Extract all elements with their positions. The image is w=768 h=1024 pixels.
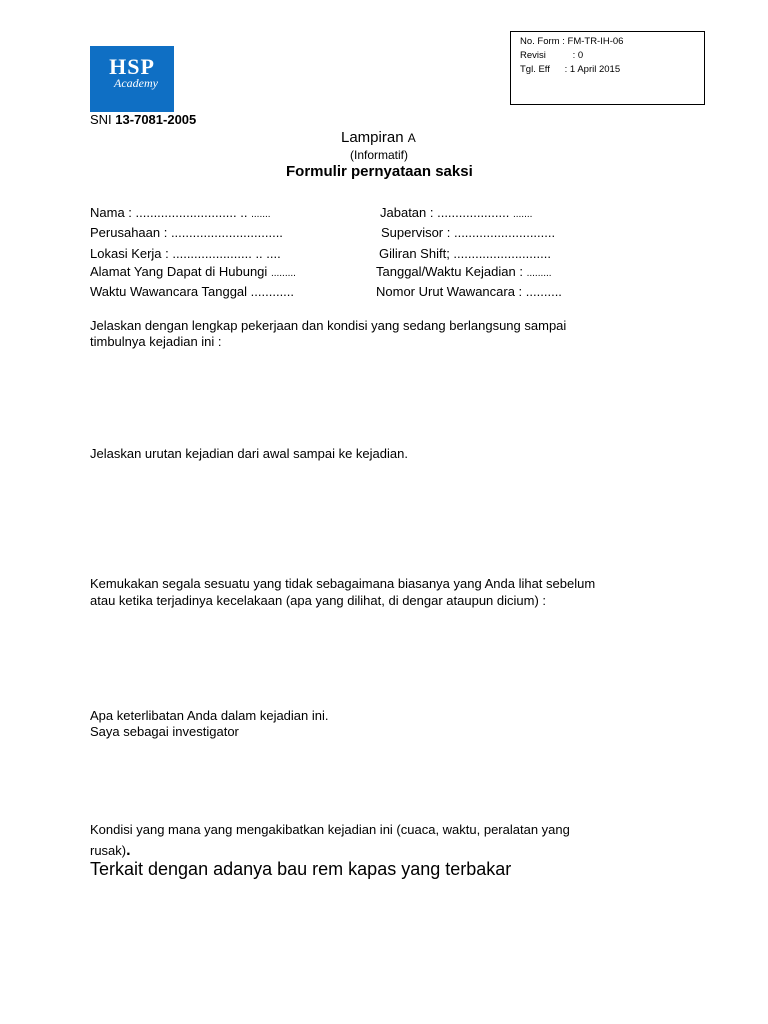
logo-text: HSP [109,54,155,79]
question-5-text: rusak) [90,843,127,858]
form-number-label: No. Form : [520,36,565,47]
informatif-label: (Informatif) [350,148,409,162]
perusahaan-field: Perusahaan : ............................... [90,225,283,240]
hsp-academy-logo [90,46,174,112]
lampiran-label: Lampiran [341,129,404,146]
nama-text: Nama : ............................ .. [90,205,248,220]
nama-dots: ....... [251,209,271,220]
nomor-text: Nomor Urut Wawancara : [376,284,523,299]
sni-prefix: SNI [90,112,112,127]
tanggal-dots: ......... [526,268,552,279]
lampiran-heading [341,129,416,146]
jabatan-text: Jabatan : .................... [380,205,510,220]
lampiran-letter: A [407,131,416,145]
sni-code: 13-7081-2005 [115,112,197,127]
giliran-shift-field: Giliran Shift; ........................... [379,246,551,261]
question-1-line-2: timbulnya kejadian ini : [90,334,222,349]
tgl-eff-row [520,63,620,77]
alamat-field [90,264,296,279]
waktu-text: Waktu Wawancara Tanggal [90,284,248,299]
question-3-line-1: Kemukakan segala sesuatu yang tidak sebagaimana biasanya yang Anda lihat sebelum [90,576,596,591]
revisi-label: Revisi [520,50,546,61]
form-info-box [510,31,705,105]
nama-field [90,205,271,220]
form-title: Formulir pernyataan saksi [286,163,473,180]
tanggal-waktu-field [376,264,552,279]
logo-subtext: Academy [114,76,158,90]
jabatan-field [380,205,532,220]
question-2: Jelaskan urutan kejadian dari awal sampai ke kejadian. [90,446,408,461]
question-5-line-2 [90,842,131,860]
jabatan-dots: ....... [512,209,533,220]
waktu-wawancara-field [90,284,294,299]
nomor-urut-field [376,284,562,299]
revisi-value: : 0 [572,50,584,61]
form-number-value: FM-TR-IH-06 [567,36,624,47]
question-3-line-2: atau ketika terjadinya kecelakaan (apa yang dilihat, di dengar ataupun dicium) : [90,593,547,608]
form-number-row [520,35,623,49]
supervisor-field: Supervisor : ............................ [381,225,556,240]
question-1-line-1: Jelaskan dengan lengkap pekerjaan dan kondisi yang sedang berlangsung sampai [90,318,567,333]
tanggal-text: Tanggal/Waktu Kejadian : [376,264,523,279]
lokasi-kerja-field: Lokasi Kerja : ...................... .. .... [90,246,281,261]
answer-4: Saya sebagai investigator [90,724,239,739]
tgl-eff-label: Tgl. Eff [520,64,550,75]
answer-5: Terkait dengan adanya bau rem kapas yang terbakar [90,859,512,879]
waktu-dots: ............ [250,284,295,299]
question-5-line-1: Kondisi yang mana yang mengakibatkan kejadian ini (cuaca, waktu, peralatan yang [90,822,570,837]
alamat-text: Alamat Yang Dapat di Hubungi [90,264,268,279]
alamat-dots: ......... [270,268,296,279]
question-4: Apa keterlibatan Anda dalam kejadian ini. [90,708,329,723]
tgl-eff-value: : 1 April 2015 [564,64,621,75]
sni-reference [90,112,196,127]
nomor-dots: .......... [525,284,562,299]
question-5-period: . [126,842,131,859]
revisi-row [520,49,583,63]
